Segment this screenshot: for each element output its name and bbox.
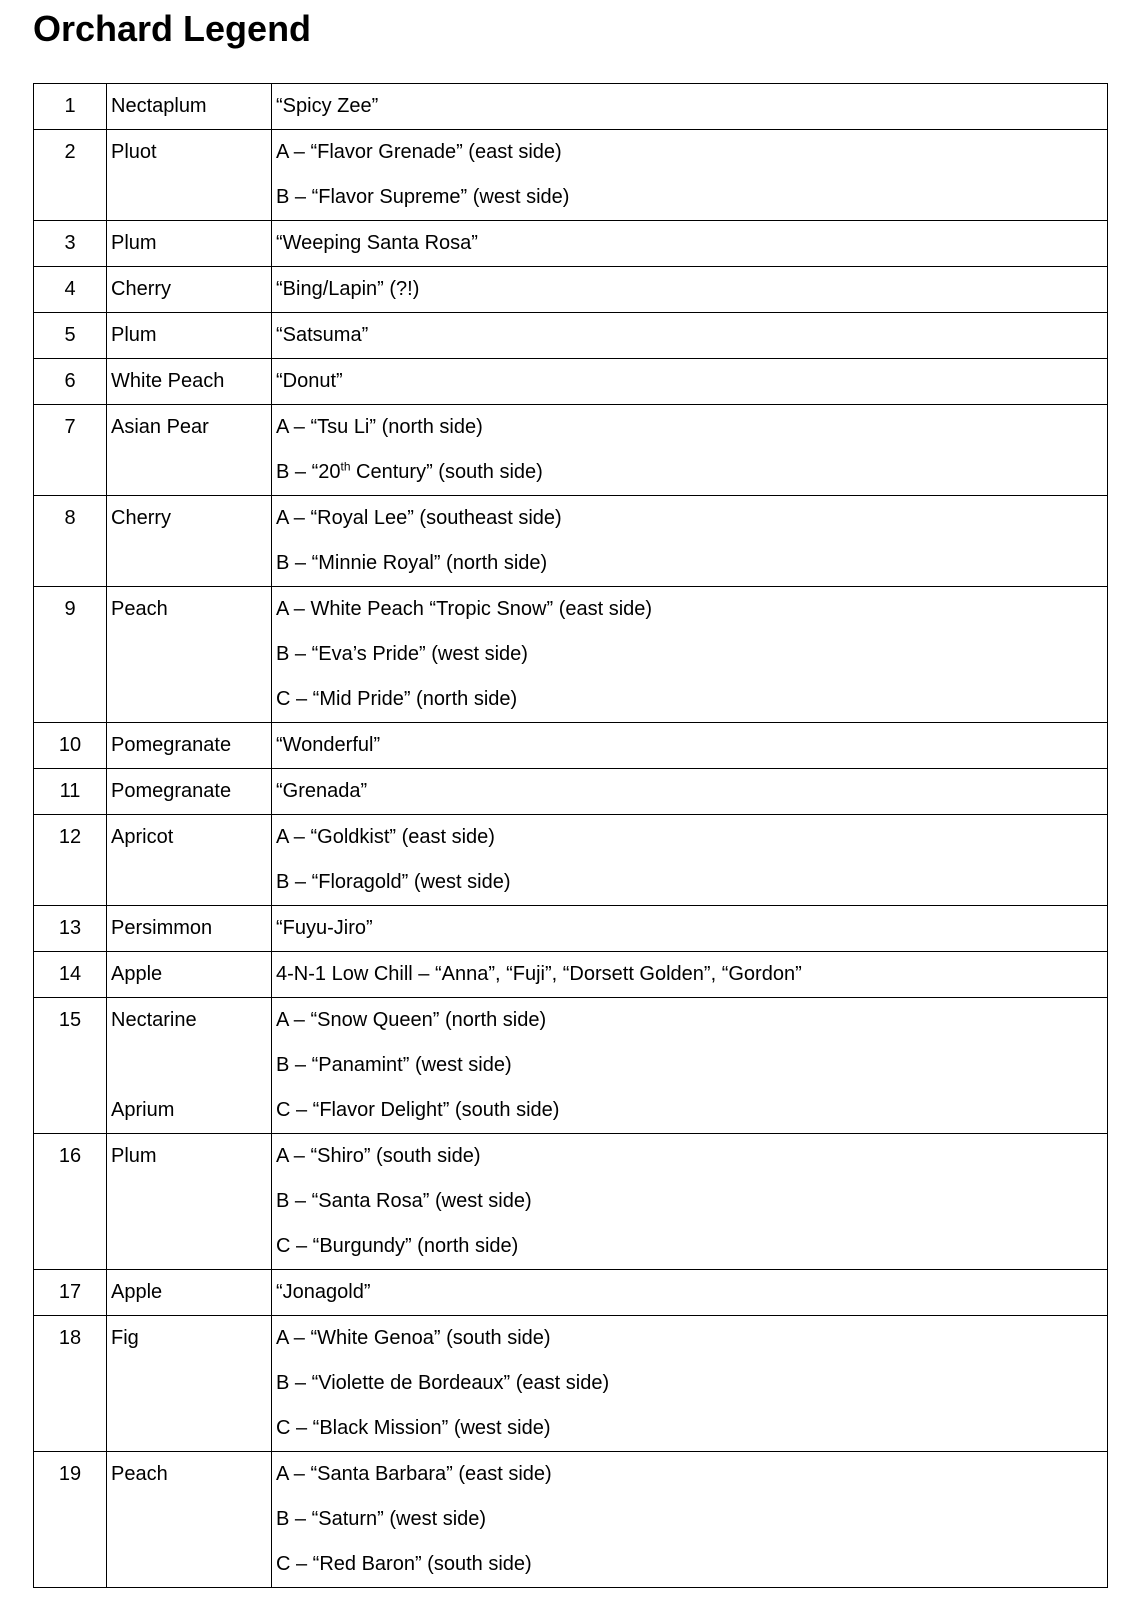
table-row bbox=[34, 815, 1108, 906]
variety-line: A – “Goldkist” (east side) bbox=[276, 826, 495, 848]
row-number-cell bbox=[34, 952, 107, 998]
row-number: 13 bbox=[58, 917, 82, 939]
tree-type-cell bbox=[107, 1134, 272, 1270]
tree-type-label: Plum bbox=[111, 324, 157, 346]
variety-line: “Weeping Santa Rosa” bbox=[276, 232, 478, 254]
row-number: 7 bbox=[64, 416, 76, 438]
table-row bbox=[34, 496, 1108, 587]
page-title: Orchard Legend bbox=[33, 8, 312, 49]
variety-line: A – “Flavor Grenade” (east side) bbox=[276, 141, 562, 163]
tree-type-cell bbox=[107, 405, 272, 496]
row-number: 10 bbox=[58, 734, 82, 756]
row-number-cell bbox=[34, 1316, 107, 1452]
row-number: 12 bbox=[58, 826, 82, 848]
variety-cell bbox=[272, 84, 1108, 130]
row-number-cell bbox=[34, 267, 107, 313]
variety-line: 4-N-1 Low Chill – “Anna”, “Fuji”, “Dorsett Golden”, “Gordon” bbox=[276, 963, 802, 985]
row-number: 14 bbox=[58, 963, 82, 985]
table-row bbox=[34, 221, 1108, 267]
orchard-legend-table bbox=[33, 83, 1108, 1588]
tree-type-cell bbox=[107, 1270, 272, 1316]
variety-line: B – “Saturn” (west side) bbox=[276, 1508, 487, 1530]
tree-type-cell bbox=[107, 952, 272, 998]
row-number: 15 bbox=[58, 1009, 82, 1031]
variety-cell bbox=[272, 130, 1108, 221]
table-row bbox=[34, 1134, 1108, 1270]
table-row bbox=[34, 723, 1108, 769]
row-number-cell bbox=[34, 587, 107, 723]
tree-type-label: Nectarine bbox=[111, 1009, 197, 1031]
variety-cell bbox=[272, 1316, 1108, 1452]
tree-type-label: Pomegranate bbox=[111, 734, 232, 756]
tree-type-label: Peach bbox=[111, 598, 168, 620]
row-number-cell bbox=[34, 815, 107, 906]
variety-line: A – “Snow Queen” (north side) bbox=[276, 1009, 547, 1031]
variety-line: “Grenada” bbox=[276, 780, 368, 802]
row-number-cell bbox=[34, 1134, 107, 1270]
tree-type-cell bbox=[107, 130, 272, 221]
table-row bbox=[34, 587, 1108, 723]
variety-line: B – “20th Century” (south side) bbox=[276, 459, 543, 483]
row-number: 9 bbox=[64, 598, 76, 620]
variety-line: C – “Burgundy” (north side) bbox=[276, 1235, 519, 1257]
row-number: 3 bbox=[64, 232, 76, 254]
variety-cell bbox=[272, 769, 1108, 815]
tree-type-label: Pomegranate bbox=[111, 780, 232, 802]
tree-type-label: Cherry bbox=[111, 278, 172, 300]
tree-type-label: Cherry bbox=[111, 507, 172, 529]
variety-cell bbox=[272, 1452, 1108, 1588]
variety-line: “Satsuma” bbox=[276, 324, 369, 346]
table-row bbox=[34, 906, 1108, 952]
variety-line: A – White Peach “Tropic Snow” (east side) bbox=[276, 598, 653, 620]
variety-line: A – “Tsu Li” (north side) bbox=[276, 416, 483, 438]
variety-cell bbox=[272, 998, 1108, 1134]
row-number: 16 bbox=[58, 1145, 82, 1167]
variety-line: B – “Floragold” (west side) bbox=[276, 871, 511, 893]
row-number: 5 bbox=[64, 324, 76, 346]
row-number: 19 bbox=[58, 1463, 82, 1485]
variety-cell bbox=[272, 405, 1108, 496]
table-row bbox=[34, 130, 1108, 221]
table-row bbox=[34, 1452, 1108, 1588]
superscript-text: th bbox=[340, 459, 351, 474]
row-number-cell bbox=[34, 84, 107, 130]
variety-cell bbox=[272, 587, 1108, 723]
row-number-cell bbox=[34, 359, 107, 405]
tree-type-label: Aprium bbox=[111, 1099, 175, 1121]
table-row bbox=[34, 952, 1108, 998]
tree-type-cell bbox=[107, 1316, 272, 1452]
table-row bbox=[34, 769, 1108, 815]
tree-type-cell bbox=[107, 313, 272, 359]
variety-line: “Wonderful” bbox=[276, 734, 381, 756]
row-number: 11 bbox=[59, 780, 81, 802]
variety-line: C – “Black Mission” (west side) bbox=[276, 1417, 551, 1439]
row-number-cell bbox=[34, 221, 107, 267]
variety-line: “Fuyu-Jiro” bbox=[276, 917, 373, 939]
variety-cell bbox=[272, 723, 1108, 769]
table-row bbox=[34, 998, 1108, 1134]
tree-type-label: Apple bbox=[111, 1281, 163, 1303]
row-number-cell bbox=[34, 723, 107, 769]
variety-line: “Jonagold” bbox=[276, 1281, 371, 1303]
variety-cell bbox=[272, 221, 1108, 267]
tree-type-cell bbox=[107, 1452, 272, 1588]
row-number-cell bbox=[34, 1270, 107, 1316]
tree-type-cell bbox=[107, 84, 272, 130]
row-number-cell bbox=[34, 496, 107, 587]
row-number: 18 bbox=[58, 1327, 82, 1349]
row-number: 17 bbox=[58, 1281, 82, 1303]
tree-type-label: Peach bbox=[111, 1463, 168, 1485]
tree-type-cell bbox=[107, 221, 272, 267]
variety-line: “Spicy Zee” bbox=[276, 95, 379, 117]
tree-type-cell bbox=[107, 267, 272, 313]
table-row bbox=[34, 1316, 1108, 1452]
variety-cell bbox=[272, 359, 1108, 405]
tree-type-label: Apple bbox=[111, 963, 163, 985]
row-number: 2 bbox=[64, 141, 76, 163]
variety-cell bbox=[272, 267, 1108, 313]
variety-line: A – “White Genoa” (south side) bbox=[276, 1327, 551, 1349]
variety-cell bbox=[272, 815, 1108, 906]
row-number: 1 bbox=[64, 95, 76, 117]
tree-type-cell bbox=[107, 723, 272, 769]
tree-type-label: Plum bbox=[111, 232, 157, 254]
row-number-cell bbox=[34, 1452, 107, 1588]
tree-type-label: White Peach bbox=[111, 370, 225, 392]
row-number: 4 bbox=[64, 278, 76, 300]
variety-line: A – “Shiro” (south side) bbox=[276, 1145, 481, 1167]
variety-line: A – “Santa Barbara” (east side) bbox=[276, 1463, 552, 1485]
variety-line: B – “Santa Rosa” (west side) bbox=[276, 1190, 532, 1212]
row-number-cell bbox=[34, 998, 107, 1134]
variety-line: B – “Eva’s Pride” (west side) bbox=[276, 643, 528, 665]
row-number-cell bbox=[34, 405, 107, 496]
tree-type-label: Asian Pear bbox=[111, 416, 209, 438]
tree-type-label: Persimmon bbox=[111, 917, 213, 939]
variety-line: “Donut” bbox=[276, 370, 343, 392]
tree-type-cell bbox=[107, 496, 272, 587]
variety-line: C – “Mid Pride” (north side) bbox=[276, 688, 518, 710]
tree-type-label: Pluot bbox=[111, 141, 157, 163]
row-number: 8 bbox=[64, 507, 76, 529]
row-number-cell bbox=[34, 130, 107, 221]
row-number: 6 bbox=[64, 370, 76, 392]
variety-cell bbox=[272, 1270, 1108, 1316]
tree-type-cell bbox=[107, 906, 272, 952]
table-row bbox=[34, 84, 1108, 130]
variety-line: B – “Panamint” (west side) bbox=[276, 1054, 512, 1076]
tree-type-cell bbox=[107, 587, 272, 723]
orchard-legend-table-body bbox=[34, 84, 1108, 1588]
tree-type-label: Plum bbox=[111, 1145, 157, 1167]
variety-line: C – “Red Baron” (south side) bbox=[276, 1553, 532, 1575]
table-row bbox=[34, 1270, 1108, 1316]
row-number-cell bbox=[34, 769, 107, 815]
variety-line: B – “Minnie Royal” (north side) bbox=[276, 552, 548, 574]
row-number-cell bbox=[34, 906, 107, 952]
variety-line: “Bing/Lapin” (?!) bbox=[276, 278, 420, 300]
tree-type-label bbox=[107, 1043, 271, 1088]
table-row bbox=[34, 359, 1108, 405]
table-row bbox=[34, 313, 1108, 359]
variety-cell bbox=[272, 496, 1108, 587]
row-number-cell bbox=[34, 313, 107, 359]
variety-line: C – “Flavor Delight” (south side) bbox=[276, 1099, 560, 1121]
tree-type-label: Apricot bbox=[111, 826, 174, 848]
variety-cell bbox=[272, 1134, 1108, 1270]
tree-type-cell bbox=[107, 815, 272, 906]
tree-type-cell bbox=[107, 769, 272, 815]
variety-line: B – “Violette de Bordeaux” (east side) bbox=[276, 1372, 610, 1394]
tree-type-label: Nectaplum bbox=[111, 95, 207, 117]
variety-line: B – “Flavor Supreme” (west side) bbox=[276, 186, 570, 208]
table-row bbox=[34, 267, 1108, 313]
tree-type-cell bbox=[107, 359, 272, 405]
variety-cell bbox=[272, 952, 1108, 998]
tree-type-cell bbox=[107, 998, 272, 1134]
table-row bbox=[34, 405, 1108, 496]
variety-cell bbox=[272, 906, 1108, 952]
tree-type-label: Fig bbox=[111, 1327, 139, 1349]
variety-line: A – “Royal Lee” (southeast side) bbox=[276, 507, 562, 529]
variety-cell bbox=[272, 313, 1108, 359]
